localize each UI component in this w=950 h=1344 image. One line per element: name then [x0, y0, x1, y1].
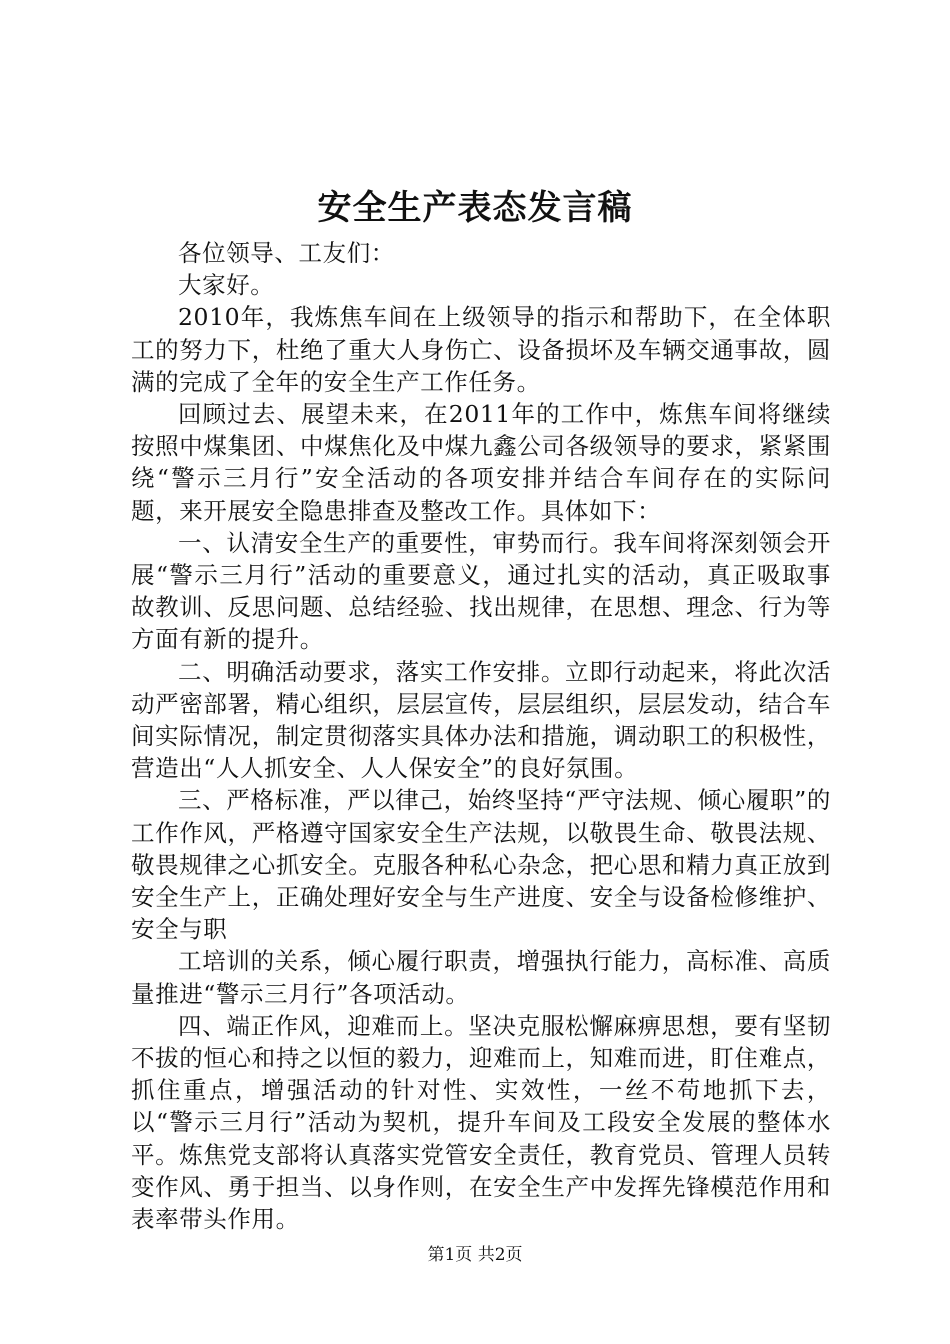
document-body [131, 237, 831, 1235]
body-paragraph-2011-plan: 回顾过去、展望未来，在2011年的工作中，炼焦车间将继续按照中煤集团、中煤焦化及中煤九鑫公司各级领导的要求，紧紧围绕“警示三月行”安全活动的各项安排并结合车间存在的实际问题，来开展安全隐患排查及整改工作。具体如下： [131, 400, 831, 525]
body-paragraph-point-four: 四、端正作风，迎难而上。坚决克服松懈麻痹思想，要有坚韧不拔的恒心和持之以恒的毅力，迎难而上，知难而进，盯住难点，抓住重点，增强活动的针对性、实效性，一丝不苟地抓下去，以“警示三月行”活动为契机，提升车间及工段安全发展的整体水平。炼焦党支部将认真落实党管安全责任，教育党员、管理人员转变作风、勇于担当、以身作则，在安全生产中发挥先锋模范作用和表率带头作用。 [131, 1011, 831, 1234]
document-title: 安全生产表态发言稿 [317, 188, 633, 228]
greeting-paragraph: 各位领导、工友们： [178, 239, 395, 267]
body-paragraph-point-three: 三、严格标准，严以律己，始终坚持“严守法规、倾心履职”的工作作风，严格遵守国家安全生产法规，以敬畏生命、敬畏法规、敬畏规律之心抓安全。克服各种私心杂念，把心思和精力真正放到安全生产上，正确处理好安全与生产进度、安全与设备检修维护、安全与职 [131, 786, 831, 944]
body-paragraph-point-three-continued: 工培训的关系，倾心履行职责，增强执行能力，高标准、高质量推进“警示三月行”各项活动。 [131, 947, 831, 1008]
salutation-paragraph: 大家好。 [178, 271, 275, 300]
body-paragraph-point-two: 二、明确活动要求，落实工作安排。立即行动起来，将此次活动严密部署，精心组织，层层宣传，层层组织，层层发动，结合车间实际情况，制定贯彻落实具体办法和措施，调动职工的积极性，营造出“人人抓安全、人人保安全”的良好氛围。 [131, 657, 831, 783]
body-paragraph-point-one: 一、认清安全生产的重要性，审势而行。我车间将深刻领会开展“警示三月行”活动的重要意义，通过扎实的活动，真正吸取事故教训、反思问题、总结经验、找出规律，在思想、理念、行为等方面有新的提升。 [131, 528, 831, 654]
body-paragraph-2010-review: 2010年，我炼焦车间在上级领导的指示和帮助下，在全体职工的努力下，杜绝了重大人身伤亡、设备损坏及车辆交通事故，圆满的完成了全年的安全生产工作任务。 [131, 303, 831, 396]
page-number-footer: 第1页 共2页 [427, 1245, 523, 1265]
